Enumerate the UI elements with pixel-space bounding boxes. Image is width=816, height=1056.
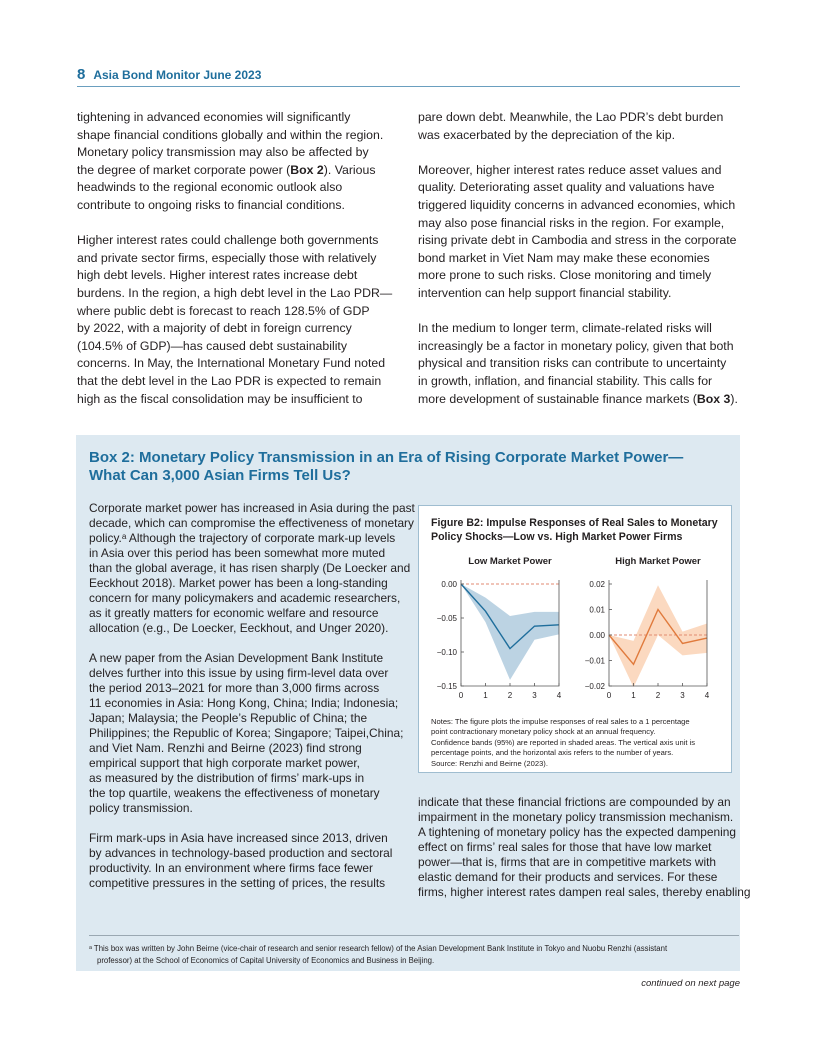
y-tick-label: −0.02 — [584, 682, 605, 691]
text-line: by advances in technology-based production and sectoral — [89, 846, 393, 860]
text-line: decade, which can compromise the effectiveness of monetary — [89, 516, 414, 530]
text-line: than the global average, it has risen sharply (De Loecker and — [89, 561, 411, 575]
x-tick-label: 3 — [532, 691, 537, 700]
text-line: physical and transition risks can contribute to uncertainty — [418, 356, 727, 371]
text-line: in growth, inflation, and financial stability. This calls for — [418, 373, 713, 388]
x-tick-label: 2 — [507, 691, 513, 700]
text-line: intervention can help support financial stability. — [418, 285, 672, 300]
box-title-line: What Can 3,000 Asian Firms Tell Us? — [89, 467, 351, 484]
text-line: the top quartile, weakens the effectiveness of monetary — [89, 786, 380, 800]
notes-line: percentage points, and the horizontal axis refers to the number of years. — [431, 748, 674, 758]
text-line: that the debt level in the Lao PDR is expected to remain — [77, 373, 382, 388]
text-line: Corporate market power has increased in Asia during the past — [89, 501, 415, 515]
footnote — [89, 943, 667, 967]
figure-notes — [431, 717, 695, 759]
text-line: triggered liquidity concerns in advanced economies, which — [418, 197, 736, 212]
text-line: high debt levels. Higher interest rates increase debt — [77, 268, 358, 283]
notes-line: Notes: The figure plots the impulse responses of real sales to a 1 percentage — [431, 717, 690, 726]
x-tick-label: 3 — [680, 691, 685, 700]
text-line: as it greatly matters for economic welfare and resource — [89, 606, 379, 620]
text-line: elastic demand for their products and services. For these — [418, 870, 718, 884]
text-line: tightening in advanced economies will significantly — [77, 110, 351, 124]
panel-title: Low Market Power — [468, 556, 552, 567]
text-line: concern for many policymakers and academic researchers, — [89, 591, 401, 605]
paragraph-gap — [89, 816, 415, 831]
text-line: Firm mark-ups in Asia have increased since 2013, driven — [89, 831, 388, 845]
box-reference[interactable]: Box 3 — [696, 391, 731, 406]
text-line: productivity. In an environment where firms face fewer — [89, 861, 373, 875]
text-line: delves further into this issue by using firm-level data over — [89, 666, 389, 680]
paragraph-gap — [89, 636, 415, 651]
figure-b2 — [418, 505, 732, 773]
right-column — [418, 109, 738, 408]
text-line: Philippines; the Republic of Korea; Singapore; Taipei,China; — [89, 726, 404, 740]
text-line: may also pose financial risks in the region. For example, — [418, 215, 725, 230]
figure-title — [431, 516, 718, 544]
y-tick-label: −0.15 — [436, 682, 457, 691]
box-right-column — [418, 795, 750, 900]
y-tick-label: −0.05 — [436, 614, 457, 623]
box-title — [89, 449, 683, 485]
x-tick-label: 4 — [556, 691, 562, 700]
text-line: Moreover, higher interest rates reduce asset values and — [418, 162, 722, 177]
text-line: In the medium to longer term, climate-related risks will — [418, 321, 712, 336]
box-reference[interactable]: Box 2 — [290, 162, 324, 177]
confidence-band — [461, 584, 559, 680]
text-line: more development of sustainable finance markets (Box 3). — [418, 391, 738, 406]
text-line: (104.5% of GDP)—has caused debt sustainability — [77, 338, 347, 353]
text-line: high as the fiscal consolidation may be insufficient to — [77, 391, 363, 406]
text-line: more prone to such risks. Close monitoring and timely — [418, 268, 712, 283]
text-line: in Asia over this period has been somewhat more muted — [89, 546, 386, 560]
x-tick-label: 0 — [458, 691, 464, 700]
impulse-response-charts — [419, 546, 731, 716]
confidence-band — [609, 585, 707, 687]
footnote-line: professor) at the School of Economics of Capital University of Economics and Business in Beijing. — [97, 956, 435, 965]
text-line: indicate that these financial frictions are compounded by an — [418, 795, 731, 809]
x-tick-label: 1 — [483, 691, 488, 700]
text-line: the period 2013–2021 for more than 3,000 firms across — [89, 681, 380, 695]
notes-line: point contractionary monetary policy shock at an annual frequency. — [431, 727, 656, 737]
y-tick-label: −0.01 — [584, 656, 605, 666]
figure-title-line: Policy Shocks—Low vs. High Market Power Firms — [431, 531, 683, 543]
running-header — [77, 66, 261, 83]
paragraph-gap — [418, 144, 738, 162]
text-line: firms, higher interest rates dampen real sales, thereby enabling — [418, 885, 751, 899]
footnote-rule — [89, 935, 739, 936]
text-line: headwinds to the regional economic outlook also — [77, 180, 343, 195]
text-line: Japan; Malaysia; the People’s Republic of China; the — [89, 711, 368, 725]
text-line: competitive pressures in the setting of prices, the results — [89, 876, 386, 890]
text-line: Higher interest rates could challenge both governments — [77, 233, 379, 248]
y-tick-label: 0.01 — [589, 605, 605, 615]
text-line: quality. Deteriorating asset quality and valuations have — [418, 180, 715, 195]
box-left-column — [89, 501, 415, 891]
page-number: 8 — [77, 66, 86, 83]
text-line: shape financial conditions globally and within the region. — [77, 127, 384, 142]
text-line: increasingly be a factor in monetary policy, given that both — [418, 338, 734, 353]
text-line: contribute to ongoing risks to financial conditions. — [77, 197, 345, 212]
y-tick-label: 0.00 — [441, 580, 457, 589]
header-rule — [77, 86, 740, 87]
text-line: 11 economies in Asia: Hong Kong, China; India; Indonesia; — [89, 696, 399, 710]
left-column — [77, 109, 392, 408]
figure-title-line: Figure B2: Impulse Responses of Real Sales to Monetary — [431, 517, 718, 529]
text-line: and Viet Nam. Renzhi and Beirne (2023) find strong — [89, 741, 362, 755]
text-line: A tightening of monetary policy has the expected dampening — [418, 825, 736, 839]
text-line: by 2022, with a majority of debt in foreign currency — [77, 321, 352, 336]
text-line: the degree of market corporate power (Box 2). Various — [77, 162, 376, 177]
text-line: concerns. In May, the International Monetary Fund noted — [77, 356, 386, 371]
panel-title: High Market Power — [615, 556, 701, 567]
text-line: Eeckhout 2018). Market power has been a long-standing — [89, 576, 388, 590]
text-line: policy transmission. — [89, 801, 193, 815]
text-line: Monetary policy transmission may also be affected by — [77, 145, 369, 160]
x-tick-label: 4 — [704, 691, 710, 700]
text-line: pare down debt. Meanwhile, the Lao PDR’s debt burden — [418, 110, 724, 124]
text-line: as measured by the distribution of firms’ mark-ups in — [89, 771, 365, 785]
text-line: power—that is, firms that are in competitive markets with — [418, 855, 717, 869]
y-tick-label: −0.10 — [436, 648, 457, 657]
y-tick-label: 0.02 — [589, 580, 605, 589]
text-line: where public debt is forecast to reach 128.5% of GDP — [77, 303, 370, 318]
paragraph-gap — [77, 215, 392, 233]
paragraph-gap — [418, 303, 738, 321]
text-line: rising private debt in Cambodia and stress in the corporate — [418, 233, 737, 248]
text-line: and private sector firms, especially those with relatively — [77, 250, 377, 265]
x-tick-label: 0 — [606, 691, 612, 700]
publication-title: Asia Bond Monitor June 2023 — [93, 68, 262, 82]
x-tick-label: 1 — [631, 691, 636, 700]
notes-line: Confidence bands (95%) are reported in shaded areas. The vertical axis unit is — [431, 737, 696, 747]
figure-source: Source: Renzhi and Beirne (2023). — [431, 759, 548, 768]
text-line: A new paper from the Asian Development Bank Institute — [89, 651, 384, 665]
text-line: was exacerbated by the depreciation of the kip. — [418, 127, 676, 142]
text-line: impairment in the monetary policy transmission mechanism. — [418, 810, 734, 824]
footnote-line: ᵃ This box was written by John Beirne (vice-chair of research and senior research fellow) of the Asian Development Bank Institute in Tokyo and Nuobu Renzhi (assistant — [89, 944, 668, 953]
text-line: burdens. In the region, a high debt level in the Lao PDR— — [77, 285, 393, 300]
text-line: bond market in Viet Nam may make these economies — [418, 250, 710, 265]
text-line: effect on firms’ real sales for those that have low market — [418, 840, 712, 854]
text-line: empirical support that high corporate market power, — [89, 756, 360, 770]
continued-note: continued on next page — [641, 978, 740, 989]
text-line: policy.ᵃ Although the trajectory of corporate mark-up levels — [89, 531, 396, 545]
x-tick-label: 2 — [655, 691, 661, 700]
text-line: allocation (e.g., De Loecker, Eeckhout, and Unger 2020). — [89, 621, 389, 635]
box-title-line: Box 2: Monetary Policy Transmission in an Era of Rising Corporate Market Power— — [89, 449, 684, 466]
y-tick-label: 0.00 — [589, 631, 605, 640]
